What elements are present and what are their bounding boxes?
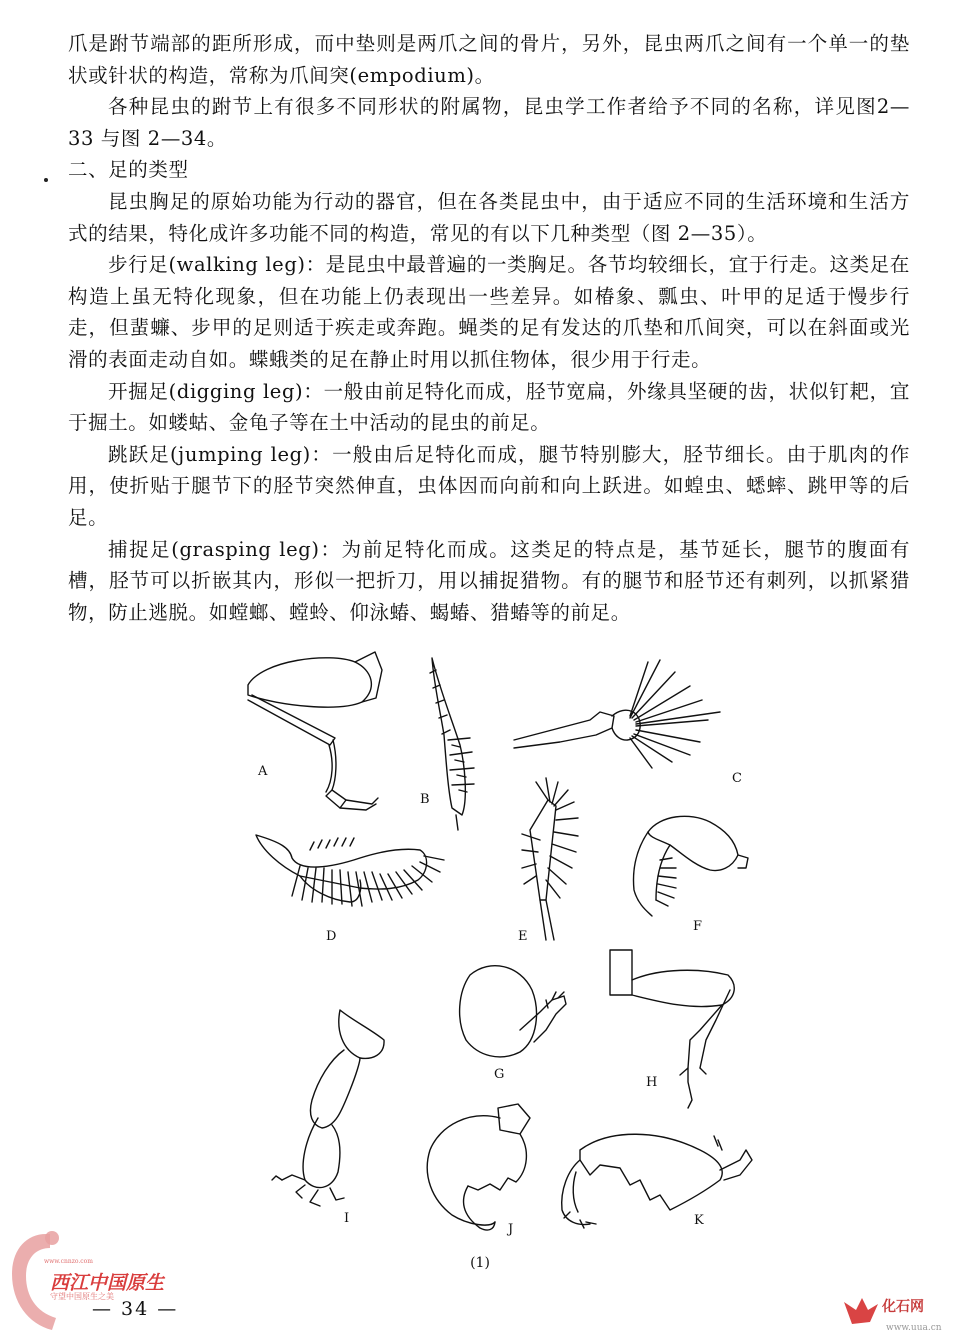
leg-drawing-d bbox=[256, 835, 444, 906]
paragraph: 爪是跗节端部的距所形成，而中垫则是两爪之间的骨片，另外，昆虫两爪之间有一个单一的垫状或针状的构造，常称为爪间突(empodium)。 bbox=[68, 32, 910, 87]
leg-drawing-j bbox=[427, 1104, 530, 1230]
leg-drawing-c bbox=[514, 660, 720, 768]
leg-drawing-b bbox=[430, 658, 474, 830]
leg-drawing-k bbox=[562, 1134, 752, 1228]
figure-label-j: J bbox=[508, 1222, 514, 1237]
leg-drawing-e bbox=[522, 778, 578, 940]
watermark-title: 西江中国原生 bbox=[50, 1272, 165, 1294]
figure-label-b: B bbox=[420, 792, 430, 807]
figure-label-a: A bbox=[258, 764, 268, 779]
section-heading: 二、足的类型 bbox=[68, 158, 189, 182]
figure-label-c: C bbox=[732, 771, 742, 786]
watermark-url: www.cnnzo.com bbox=[44, 1258, 93, 1265]
figure-label-h: H bbox=[646, 1075, 658, 1090]
figure-label-g: G bbox=[494, 1067, 505, 1082]
watermark-brand-url: www.uua.cn bbox=[886, 1323, 942, 1333]
figure-label-e: E bbox=[518, 929, 528, 944]
figure-label-i: I bbox=[344, 1211, 350, 1226]
paragraph: 捕捉足(grasping leg)：为前足特化而成。这类足的特点是，基节延长，腿节的腹面有槽，胫节可以折嵌其内，形似一把折刀，用以捕捉猎物。有的腿节和胫节还有刺列，以抓紧猎物，防止逃脱。如螳螂、螳蛉、仰泳蝽、蝎蝽、猎蝽等的前足。 bbox=[68, 537, 910, 624]
paragraph: 昆虫胸足的原始功能为行动的器官，但在各类昆虫中，由于适应不同的生活环境和生活方式的结果，特化成许多功能不同的构造，常见的有以下几种类型（图 2—35）。 bbox=[68, 189, 910, 245]
leg-drawing-h bbox=[610, 950, 734, 1108]
paragraph: 跳跃足(jumping leg)：一般由后足特化而成，腿节特别膨大，胫节细长。由于肌肉的作用，使折贴于腿节下的胫节突然伸直，虫体因而向前和向上跃进。如蝗虫、蟋蟀、跳甲等的后足。 bbox=[68, 442, 910, 529]
paragraph: 各种昆虫的跗节上有很多不同形状的附属物，昆虫学工作者给予不同的名称，详见图2—33 与图 2—34。 bbox=[68, 95, 910, 150]
fossil-logo-icon bbox=[840, 1292, 880, 1332]
paragraph: 开掘足(digging leg)：一般由前足特化而成，胫节宽扁，外缘具坚硬的齿，状似钉耙，宜于掘土。如蝼蛄、金龟子等在土中活动的昆虫的前足。 bbox=[68, 379, 910, 435]
figure-label-k: K bbox=[694, 1213, 704, 1228]
leg-drawing-f bbox=[634, 816, 748, 916]
figure-label-f: F bbox=[693, 919, 703, 934]
paragraph: 步行足(walking leg)：是昆虫中最普遍的一类胸足。各节均较细长，宜于行走。这类足在构造上虽无特化现象，但在功能上仍表现出一些差异。如椿象、瓢虫、叶甲的足适于慢步行走，但蜚蠊、步甲的足则适于疾走或奔跑。蝇类的足有发达的爪垫和爪间突，可以在斜面或光滑的表面走动自如。蝶蛾类的足在静止时用以抓住物体，很少用于行走。 bbox=[68, 253, 910, 371]
leg-drawing-a bbox=[248, 652, 382, 810]
watermark-brand: 化石网 bbox=[882, 1299, 924, 1315]
figure-label-d: D bbox=[326, 929, 337, 944]
figure-caption: (1) bbox=[470, 1255, 490, 1271]
leg-drawing-i bbox=[272, 1010, 384, 1206]
leg-drawing-g bbox=[460, 966, 566, 1057]
watermark-subtitle: 守望中国原生之美 bbox=[50, 1292, 114, 1301]
page-number: — 34 — bbox=[92, 1298, 179, 1320]
